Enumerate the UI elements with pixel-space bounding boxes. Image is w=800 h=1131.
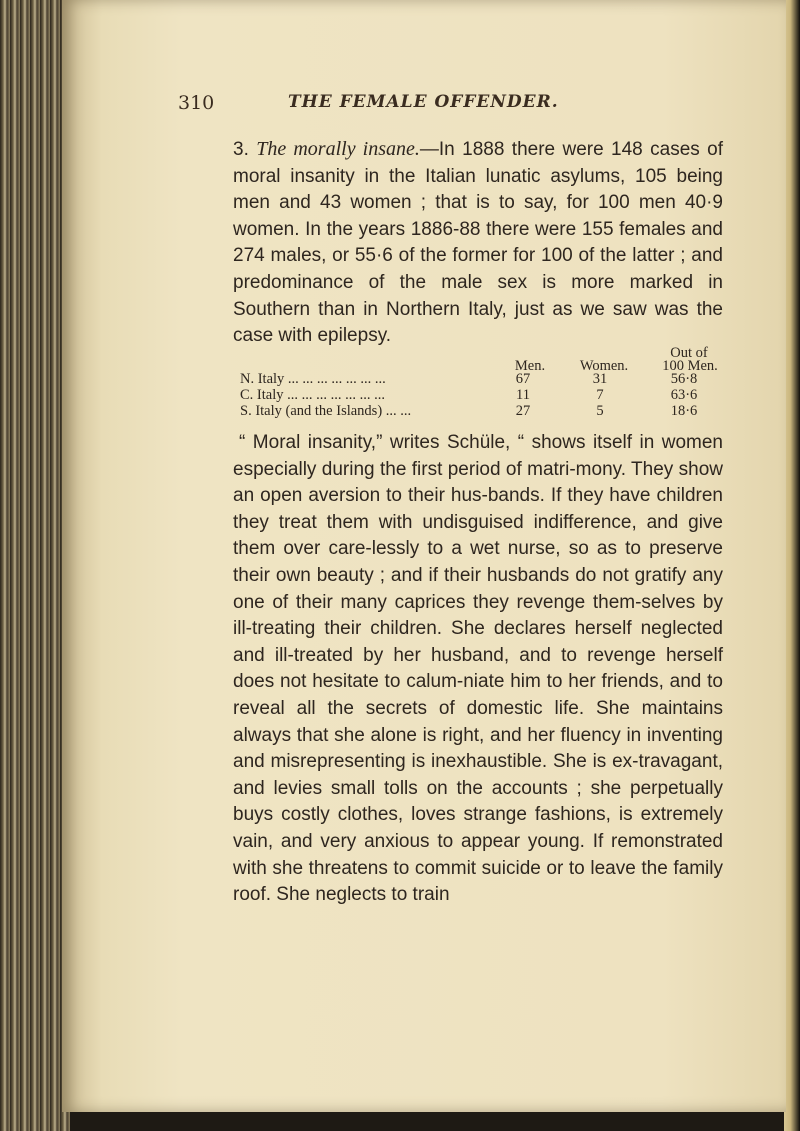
row-women-value: 5 [596, 403, 604, 419]
row-label: N. Italy ... ... ... ... ... ... ... [240, 371, 386, 387]
row-men-value: 11 [516, 387, 530, 403]
row-rate-value: 56·8 [670, 371, 698, 387]
row-rate-value: 18·6 [670, 403, 698, 419]
row-label: C. Italy ... ... ... ... ... ... ... [240, 387, 385, 403]
paragraph-schule-quote: “ Moral insanity,” writes Schüle, “ shows itself in women especially during the first period of matri-mony. They show an open aversion to their hus-bands. If they have children they treat them with undisguised indifference, and give them over care-lessly to a wet nurse, so as to preserve their own beauty ; and if their husbands do not gratify any one of their many caprices they revenge them-selves by ill-treating their children. She declares herself neglected and ill-treated by her husband, and to revenge herself does not hesitate to calum-niate him to her friends, and to reveal all the secrets of domestic life. She maintains always that she alone is right, and her fluency in inventing and misrepresenting is inexhaustible. She is ex-travagant, and levies small tolls on the accounts ; she perpetually buys costly clothes, loves strange fashions, is extremely vain, and very anxious to appear young. If remonstrated with she threatens to commit suicide or to leave the family roof. She neglects to train [233, 432, 723, 906]
header-out-of: Out of [670, 345, 708, 361]
row-label: S. Italy (and the Islands) ... ... [240, 403, 412, 419]
section-heading: The morally insane. [256, 138, 420, 160]
row-women-value: 31 [592, 371, 608, 387]
row-men-value: 27 [515, 403, 531, 419]
section-number: 3. [233, 139, 249, 160]
row-men-value: 67 [515, 371, 531, 387]
running-title: THE FEMALE OFFENDER. [288, 92, 559, 112]
book-page-edges [0, 0, 70, 1131]
row-rate-value: 63·6 [670, 387, 698, 403]
header-men: Men. [514, 358, 546, 374]
header-rate: 100 Men. [662, 358, 718, 374]
paragraph-text: —In 1888 there were 148 cases of moral insanity in the Italian lunatic asylums, 105 being men and 43 women ; that is to say, for 100 men 40·9 women. In the years 1886-88 there were 155 females and 274 males, or 55·6 of the former for 100 of the latter ; and predominance of the male sex is more marked in Southern than in Northern Italy, just as we saw was the case with epilepsy. [233, 139, 723, 347]
statistics-table [240, 345, 720, 419]
header-women: Women. [579, 358, 629, 374]
row-women-value: 7 [596, 387, 604, 403]
paragraph-morally-insane [233, 136, 723, 350]
book-right-edge [784, 0, 800, 1131]
running-head [178, 92, 718, 116]
page-number: 310 [178, 92, 215, 114]
